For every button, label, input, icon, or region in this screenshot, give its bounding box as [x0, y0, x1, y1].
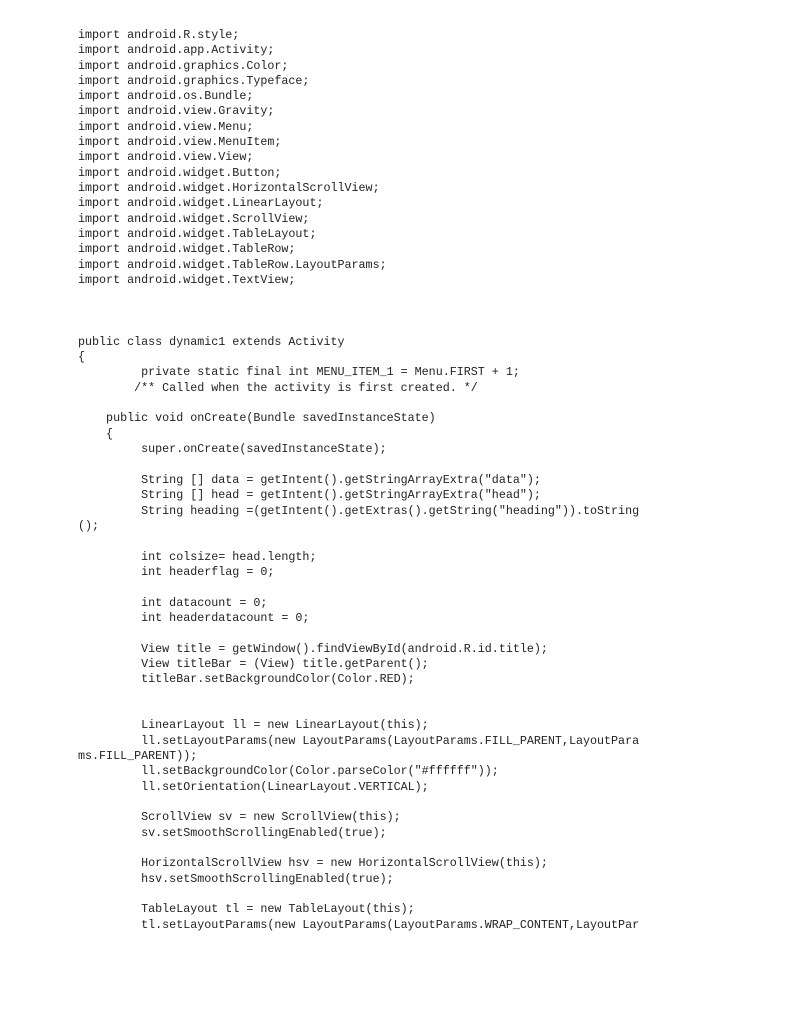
- code-line: String [] data = getIntent().getStringArrayExtra("data");: [78, 473, 541, 487]
- code-line: ms.FILL_PARENT));: [78, 749, 198, 763]
- code-line: import android.os.Bundle;: [78, 89, 254, 103]
- code-line: LinearLayout ll = new LinearLayout(this);: [78, 718, 429, 732]
- code-line: String heading =(getIntent().getExtras().getString("heading")).toString: [78, 504, 640, 518]
- code-line: View titleBar = (View) title.getParent();: [78, 657, 429, 671]
- code-line: TableLayout tl = new TableLayout(this);: [78, 902, 415, 916]
- code-line: {: [78, 427, 114, 441]
- code-line: import android.graphics.Color;: [78, 59, 289, 73]
- code-line: int headerdatacount = 0;: [78, 611, 310, 625]
- code-line: import android.widget.LinearLayout;: [78, 196, 324, 210]
- code-line: int colsize= head.length;: [78, 550, 317, 564]
- code-line: hsv.setSmoothScrollingEnabled(true);: [78, 872, 394, 886]
- code-line: HorizontalScrollView hsv = new HorizontalScrollView(this);: [78, 856, 548, 870]
- code-line: tl.setLayoutParams(new LayoutParams(LayoutParams.WRAP_CONTENT,LayoutPar: [78, 918, 640, 932]
- code-line: import android.R.style;: [78, 28, 240, 42]
- code-line: import android.view.View;: [78, 150, 254, 164]
- code-line: import android.widget.TableLayout;: [78, 227, 317, 241]
- code-line: ll.setOrientation(LinearLayout.VERTICAL);: [78, 780, 429, 794]
- code-line: public class dynamic1 extends Activity: [78, 335, 345, 349]
- code-line: private static final int MENU_ITEM_1 = Menu.FIRST + 1;: [78, 365, 520, 379]
- code-line: sv.setSmoothScrollingEnabled(true);: [78, 826, 387, 840]
- code-line: import android.widget.Button;: [78, 166, 282, 180]
- code-line: {: [78, 350, 86, 364]
- code-line: import android.view.MenuItem;: [78, 135, 282, 149]
- code-line: import android.widget.TableRow;: [78, 242, 296, 256]
- code-line: int headerflag = 0;: [78, 565, 275, 579]
- code-line: String [] head = getIntent().getStringArrayExtra("head");: [78, 488, 541, 502]
- code-line: import android.view.Menu;: [78, 120, 254, 134]
- code-line: import android.view.Gravity;: [78, 104, 275, 118]
- code-line: import android.widget.ScrollView;: [78, 212, 310, 226]
- code-line: int datacount = 0;: [78, 596, 268, 610]
- code-line: /** Called when the activity is first created. */: [78, 381, 478, 395]
- code-line: super.onCreate(savedInstanceState);: [78, 442, 387, 456]
- code-line: import android.app.Activity;: [78, 43, 275, 57]
- code-line: import android.graphics.Typeface;: [78, 74, 310, 88]
- code-line: ScrollView sv = new ScrollView(this);: [78, 810, 401, 824]
- code-line: titleBar.setBackgroundColor(Color.RED);: [78, 672, 415, 686]
- code-line: import android.widget.TableRow.LayoutParams;: [78, 258, 387, 272]
- code-line: ll.setBackgroundColor(Color.parseColor("#ffffff"));: [78, 764, 499, 778]
- code-line: import android.widget.HorizontalScrollView;: [78, 181, 380, 195]
- code-line: import android.widget.TextView;: [78, 273, 296, 287]
- code-line: View title = getWindow().findViewById(android.R.id.title);: [78, 642, 548, 656]
- code-line: ();: [78, 519, 100, 533]
- code-line: ll.setLayoutParams(new LayoutParams(LayoutParams.FILL_PARENT,LayoutPara: [78, 734, 640, 748]
- code-line: public void onCreate(Bundle savedInstanceState): [78, 411, 436, 425]
